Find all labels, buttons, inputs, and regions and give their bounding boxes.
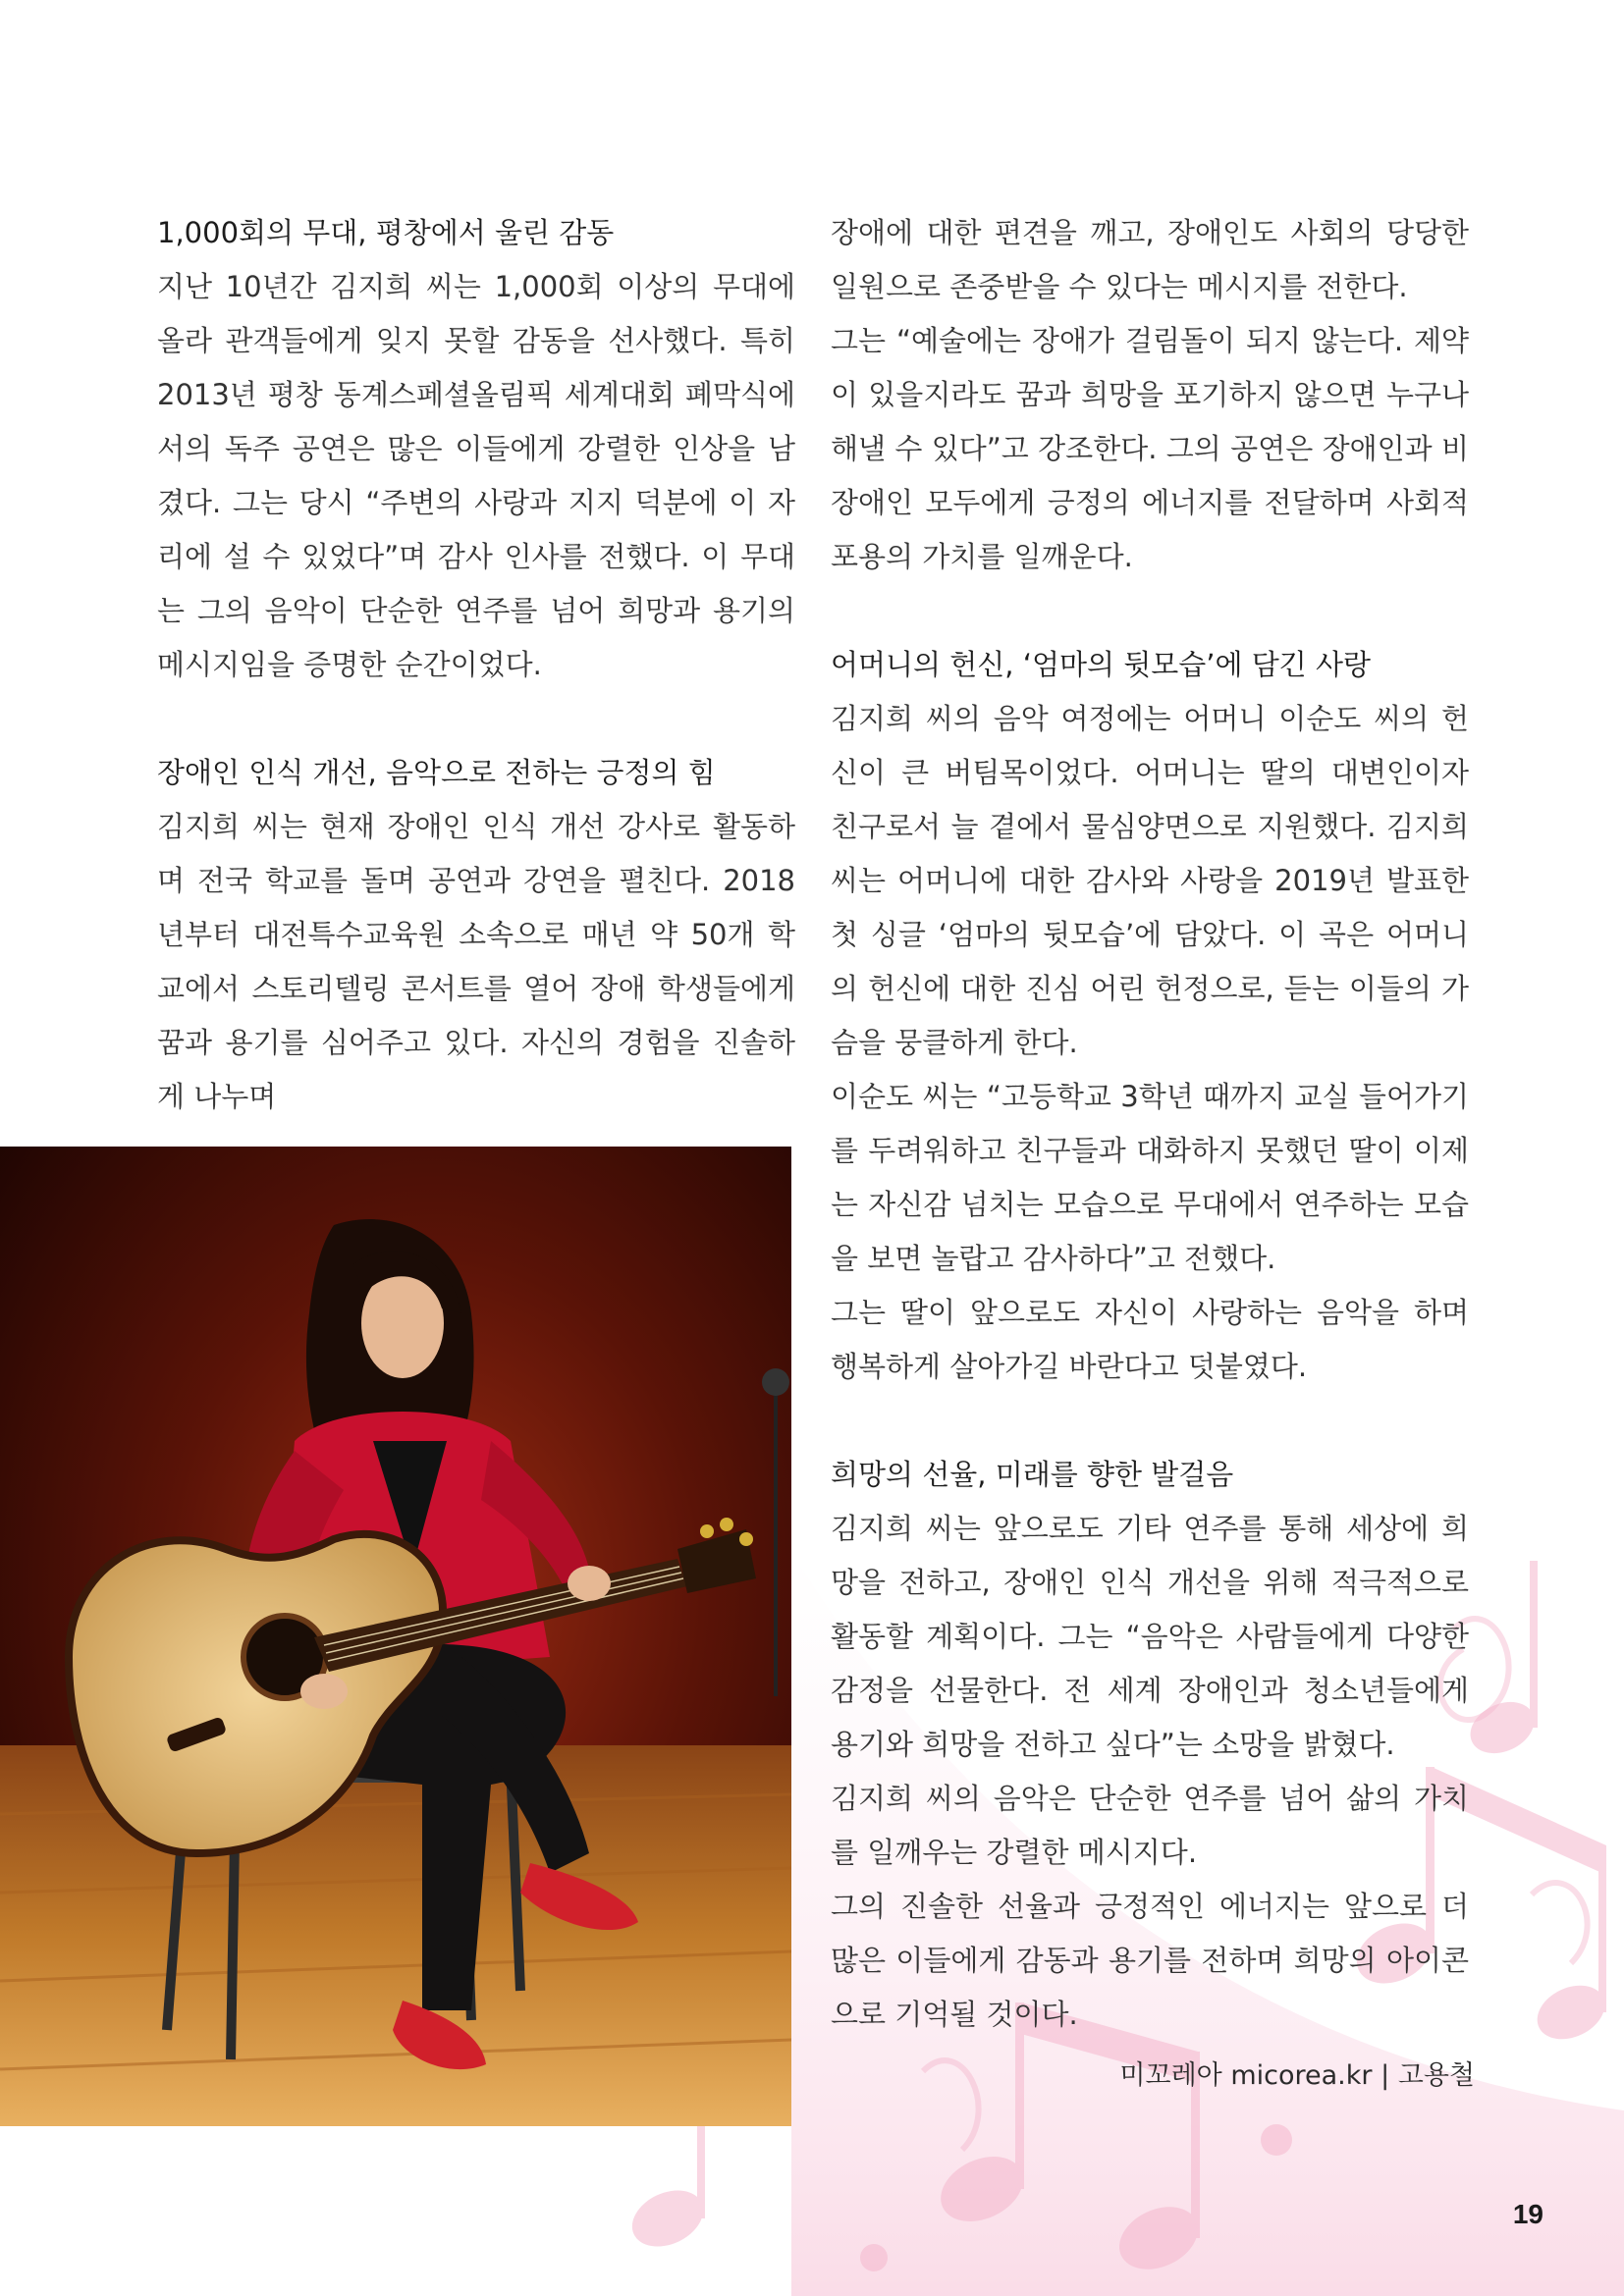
paragraph: 그는 “예술에는 장애가 걸림돌이 되지 않는다. 제약이 있을지라도 꿈과 희망을 포기하지 않으면 누구나 해낼 수 있다”고 강조한다. 그의 공연은 장애인과 비장애인 모두에게 긍정의 에너지를 전달하며 사회적 포용의 가치를 일깨운다.	[831, 324, 1469, 573]
paragraph: 김지희 씨의 음악은 단순한 연주를 넘어 삶의 가치를 일깨우는 강렬한 메시지다.	[831, 1782, 1469, 1869]
right-column	[831, 206, 1469, 2042]
article-credit: 미꼬레아 micorea.kr | 고용철	[1119, 2060, 1475, 2091]
paragraph: 그의 진솔한 선율과 긍정적인 에너지는 앞으로 더 많은 이들에게 감동과 용기를 전하며 희망의 아이콘으로 기억될 것이다.	[831, 1890, 1469, 2031]
page-number: 19	[1512, 2199, 1543, 2229]
paragraph: 김지희 씨의 음악 여정에는 어머니 이순도 씨의 헌신이 큰 버팀목이었다. 어머니는 딸의 대변인이자 친구로서 늘 곁에서 물심양면으로 지원했다. 김지희 씨는 어머니에 대한 감사와 사랑을 2019년 발표한 첫 싱글 ‘엄마의 뒷모습’에 담았다. 이 곡은 어머니의 헌신에 대한 진심 어린 헌정으로, 듣는 이들의 가슴을 뭉클하게 한다.	[831, 702, 1469, 1059]
section-title: 희망의 선율, 미래를 향한 발걸음	[831, 1458, 1234, 1491]
paragraph: 이순도 씨는 “고등학교 3학년 때까지 교실 들어가기를 두려워하고 친구들과 대화하지 못했던 딸이 이제는 자신감 넘치는 모습으로 무대에서 연주하는 모습을 보면 놀랍고 감사하다”고 전했다.	[831, 1080, 1469, 1275]
paragraph: 그는 딸이 앞으로도 자신이 사랑하는 음악을 하며 행복하게 살아가길 바란다고 덧붙였다.	[831, 1296, 1469, 1383]
paragraph: 장애에 대한 편견을 깨고, 장애인도 사회의 당당한 일원으로 존중받을 수 있다는 메시지를 전한다.	[831, 216, 1469, 303]
paragraph: 김지희 씨는 현재 장애인 인식 개선 강사로 활동하며 전국 학교를 돌며 공연과 강연을 펼친다. 2018년부터 대전특수교육원 소속으로 매년 약 50개 학교에서 스토리텔링 콘서트를 열어 장애 학생들에게 꿈과 용기를 심어주고 있다. 자신의 경험을 진솔하게 나누며	[157, 810, 795, 1113]
section-title: 어머니의 헌신, ‘엄마의 뒷모습’에 담긴 사랑	[831, 648, 1371, 681]
section-title: 장애인 인식 개선, 음악으로 전하는 긍정의 힘	[157, 756, 716, 789]
section-title: 1,000회의 무대, 평창에서 울린 감동	[157, 216, 615, 249]
paragraph: 지난 10년간 김지희 씨는 1,000회 이상의 무대에 올라 관객들에게 잊지 못할 감동을 선사했다. 특히 2013년 평창 동계스페셜올림픽 세계대회 폐막식에서의 독주 공연은 많은 이들에게 강렬한 인상을 남겼다. 그는 당시 “주변의 사랑과 지지 덕분에 이 자리에 설 수 있었다”며 감사 인사를 전했다. 이 무대는 그의 음악이 단순한 연주를 넘어 희망과 용기의 메시지임을 증명한 순간이었다.	[157, 270, 795, 681]
paragraph: 김지희 씨는 앞으로도 기타 연주를 통해 세상에 희망을 전하고, 장애인 인식 개선을 위해 적극적으로 활동할 계획이다. 그는 “음악은 사람들에게 다양한 감정을 선물한다. 전 세계 장애인과 청소년들에게 용기와 희망을 전하고 싶다”는 소망을 밝혔다.	[831, 1512, 1469, 1761]
left-column	[157, 206, 795, 1124]
guitarist-photo	[0, 1147, 791, 2126]
